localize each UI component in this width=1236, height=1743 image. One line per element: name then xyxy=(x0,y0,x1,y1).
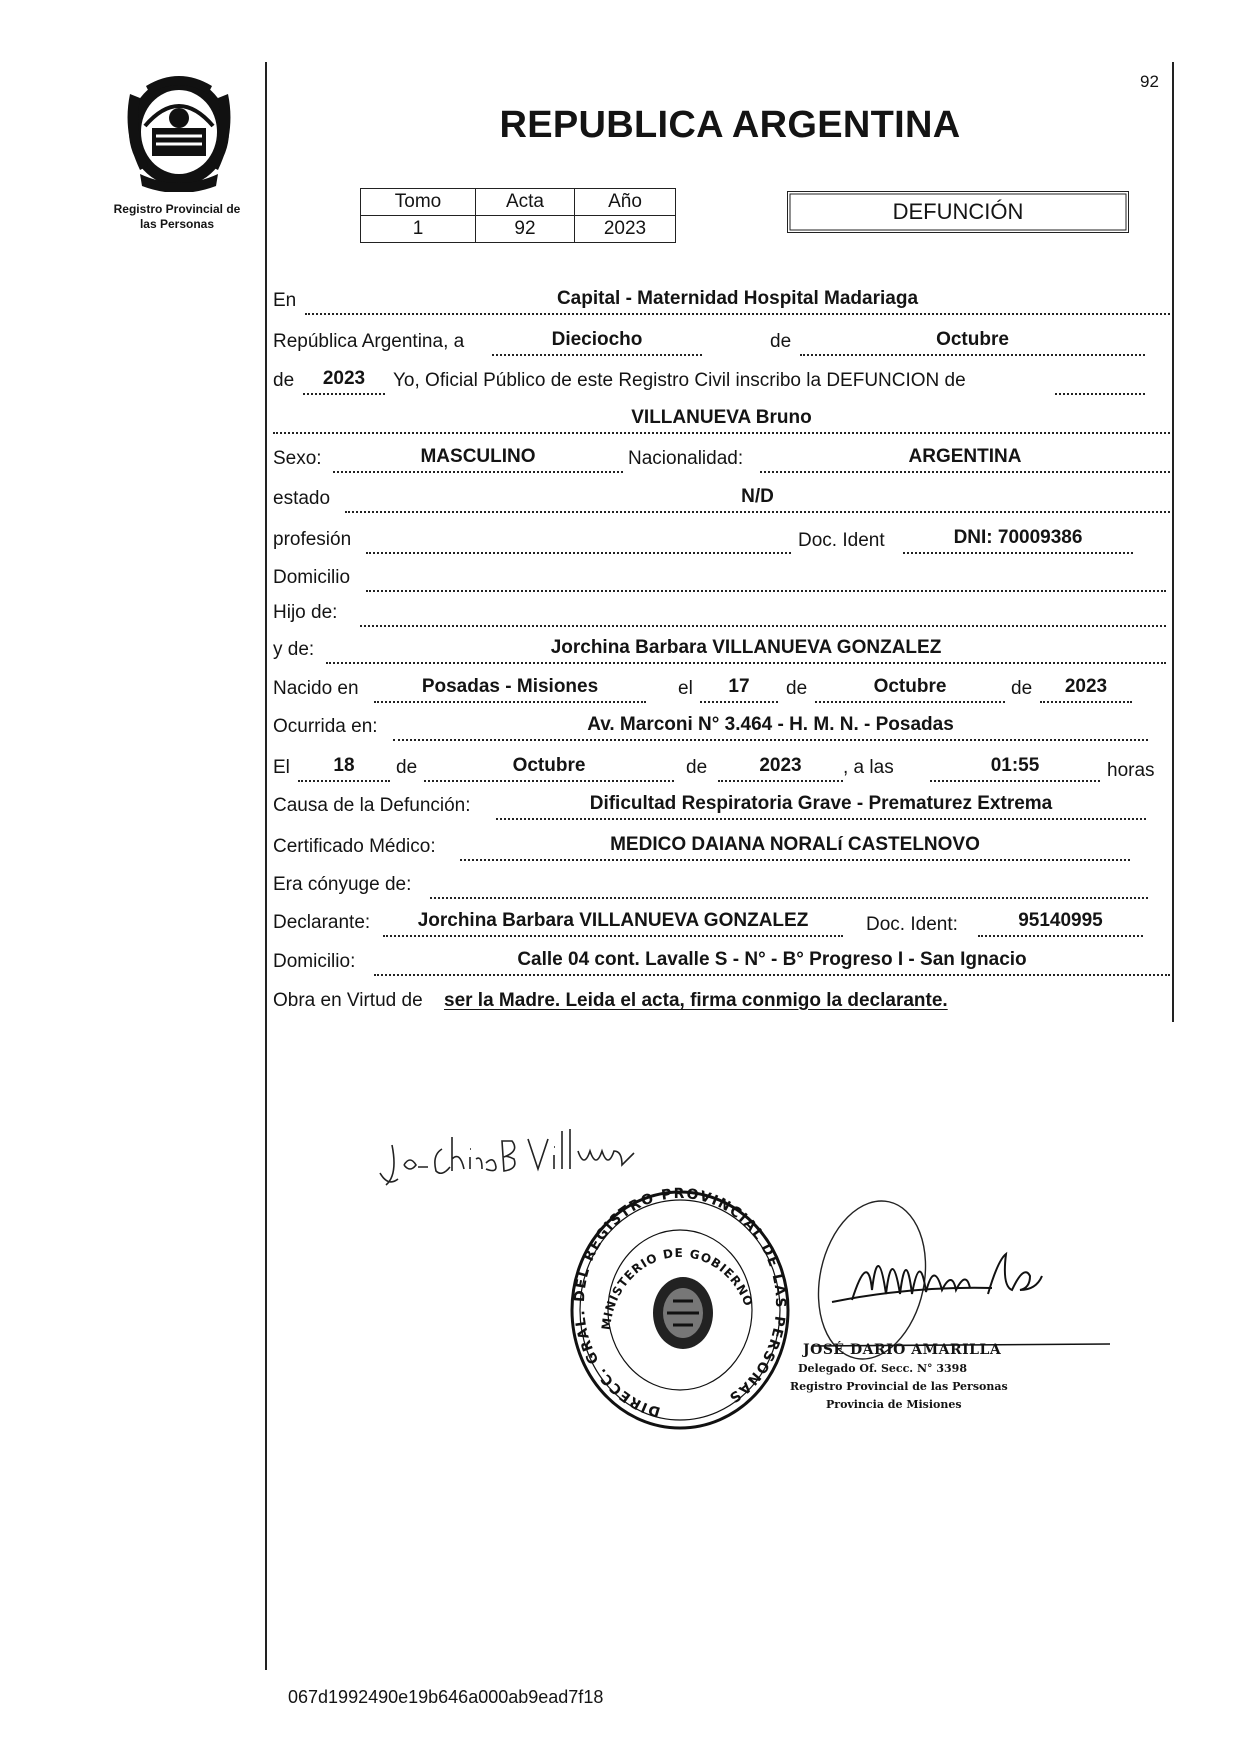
official-title-line1: Delegado Of. Secc. N° 3398 xyxy=(798,1362,967,1375)
left-margin-rule xyxy=(265,62,267,1670)
document-type-label: DEFUNCIÓN xyxy=(892,199,1024,224)
official-signature xyxy=(792,1190,1112,1360)
declarant-address-line xyxy=(374,974,1170,976)
sexo-label: Sexo: xyxy=(273,448,322,469)
registry-acta: 92 xyxy=(476,216,575,243)
estado-line xyxy=(345,511,1170,513)
causa-label: Causa de la Defunción: xyxy=(273,795,471,816)
registry-header-row xyxy=(361,189,676,216)
death-day-line xyxy=(298,780,390,782)
profesion-line xyxy=(366,552,791,554)
birth-month-value: Octubre xyxy=(873,676,947,697)
el-label: el xyxy=(678,678,693,699)
official-title-line3: Provincia de Misiones xyxy=(826,1398,962,1411)
statement-text: Yo, Oficial Público de este Registro Civil inscribo la DEFUNCION de xyxy=(393,370,966,391)
doc-ident-line xyxy=(903,552,1133,554)
birth-day-value: 17 xyxy=(728,676,750,697)
obra-label: Obra en Virtud de xyxy=(273,990,423,1011)
doc-ident-label: Doc. Ident xyxy=(798,530,885,551)
birth-place-value: Posadas - Misiones xyxy=(421,676,599,697)
year-value: 2023 xyxy=(322,368,366,389)
place-value: Capital - Maternidad Hospital Madariaga xyxy=(556,288,919,309)
right-margin-rule xyxy=(1172,62,1174,1022)
republica-label: República Argentina, a xyxy=(273,331,465,352)
logo-caption-line1: Registro Provincial de xyxy=(113,202,241,216)
month-line xyxy=(800,354,1145,356)
horas-label: horas xyxy=(1107,760,1155,781)
domicilio2-label: Domicilio: xyxy=(273,951,356,972)
sexo-line xyxy=(333,471,623,473)
page-number: 92 xyxy=(1140,72,1159,91)
yde-label: y de: xyxy=(273,639,315,660)
domicilio-line xyxy=(366,590,1166,592)
deceased-name-value: VILLANUEVA Bruno xyxy=(631,407,812,428)
birth-month-line xyxy=(815,701,1005,703)
registry-header-acta: Acta xyxy=(476,189,575,216)
birth-place-line xyxy=(374,701,646,703)
de-label-6: de xyxy=(686,757,708,778)
cause-line xyxy=(496,818,1146,820)
hijo-label: Hijo de: xyxy=(273,602,338,623)
statement-tail-line xyxy=(1055,393,1145,395)
official-title-line2: Registro Provincial de las Personas xyxy=(790,1380,1008,1393)
sexo-value: MASCULINO xyxy=(420,446,536,467)
registry-header-tomo: Tomo xyxy=(361,189,476,216)
de-label-1: de xyxy=(770,331,792,352)
nacido-label: Nacido en xyxy=(273,678,359,699)
registry-header-anio: Año xyxy=(575,189,676,216)
deceased-name-line xyxy=(273,432,1170,434)
death-month-value: Octubre xyxy=(512,755,586,776)
certificate-line xyxy=(460,859,1130,861)
registry-table xyxy=(360,188,676,243)
registry-value-row xyxy=(361,216,676,243)
document-id: 067d1992490e19b646a000ab9ead7f18 xyxy=(288,1687,604,1707)
seal-outer-text: DIRECC. GRAL. DEL REGISTRO PROVINCIAL DE LAS PERSONAS xyxy=(571,1185,789,1420)
document-type-box xyxy=(787,191,1129,233)
spouse-line xyxy=(430,897,1148,899)
death-day-value: 18 xyxy=(333,755,355,776)
ocurrida-label: Ocurrida en: xyxy=(273,716,378,737)
father-line xyxy=(360,625,1166,627)
document-title: REPUBLICA ARGENTINA xyxy=(499,104,961,146)
doc-ident2-label: Doc. Ident: xyxy=(866,914,958,935)
year-line xyxy=(303,393,385,395)
provincial-coat-of-arms-logo xyxy=(112,66,246,192)
day-words-value: Dieciocho xyxy=(551,329,643,350)
death-year-line xyxy=(718,780,843,782)
conyuge-label: Era cónyuge de: xyxy=(273,874,412,895)
mother-line xyxy=(326,662,1166,664)
alas-label: , a las xyxy=(843,757,894,778)
el2-label: El xyxy=(273,757,290,778)
de-label-3: de xyxy=(786,678,808,699)
logo-caption-line2: las Personas xyxy=(139,217,215,231)
obra-text: ser la Madre. Leida el acta, firma conmigo la declarante. xyxy=(444,990,948,1011)
place-line xyxy=(305,313,1170,315)
de-label-2: de xyxy=(273,370,295,391)
registry-anio: 2023 xyxy=(575,216,676,243)
declarant-doc-line xyxy=(978,935,1143,937)
death-year-value: 2023 xyxy=(759,755,802,776)
death-time-line xyxy=(930,780,1100,782)
birth-day-line xyxy=(700,701,778,703)
occurred-value: Av. Marconi N° 3.464 - H. M. N. - Posadas xyxy=(587,714,954,735)
mother-value: Jorchina Barbara VILLANUEVA GONZALEZ xyxy=(550,637,942,658)
official-name: JOSÉ DARIO AMARILLA xyxy=(803,1342,1002,1358)
estado-label: estado xyxy=(273,488,331,509)
declarant-doc-value: 95140995 xyxy=(1018,910,1103,931)
logo-caption xyxy=(90,202,264,232)
nacionalidad-value: ARGENTINA xyxy=(908,446,1022,467)
estado-value: N/D xyxy=(741,486,774,507)
de-label-5: de xyxy=(396,757,418,778)
seal-inner-text: MINISTERIO DE GOBIERNO xyxy=(598,1245,756,1331)
occurred-line xyxy=(393,739,1148,741)
certificate-value: MEDICO DAIANA NORALí CASTELNOVO xyxy=(610,834,980,855)
official-registry-seal xyxy=(565,1185,795,1435)
doc-ident-value: DNI: 70009386 xyxy=(953,527,1083,548)
death-time-value: 01:55 xyxy=(990,755,1040,776)
nacionalidad-label: Nacionalidad: xyxy=(628,448,744,469)
death-month-line xyxy=(424,780,674,782)
declarant-signature xyxy=(378,1115,668,1195)
month-value: Octubre xyxy=(936,329,1009,350)
day-words-line xyxy=(492,354,702,356)
profesion-label: profesión xyxy=(273,529,352,550)
birth-year-line xyxy=(1040,701,1132,703)
nacionalidad-line xyxy=(760,471,1170,473)
birth-year-value: 2023 xyxy=(1064,676,1108,697)
certificado-label: Certificado Médico: xyxy=(273,836,436,857)
declarante-label: Declarante: xyxy=(273,912,371,933)
cause-value: Dificultad Respiratoria Grave - Prematurez Extrema xyxy=(589,793,1053,814)
declarant-address-value: Calle 04 cont. Lavalle S - N° - B° Progreso I - San Ignacio xyxy=(517,949,1027,970)
declarant-line xyxy=(383,935,843,937)
en-label: En xyxy=(273,290,297,311)
de-label-4: de xyxy=(1011,678,1033,699)
domicilio-label: Domicilio xyxy=(273,567,351,588)
registry-tomo: 1 xyxy=(361,216,476,243)
declarant-value: Jorchina Barbara VILLANUEVA GONZALEZ xyxy=(417,910,809,931)
